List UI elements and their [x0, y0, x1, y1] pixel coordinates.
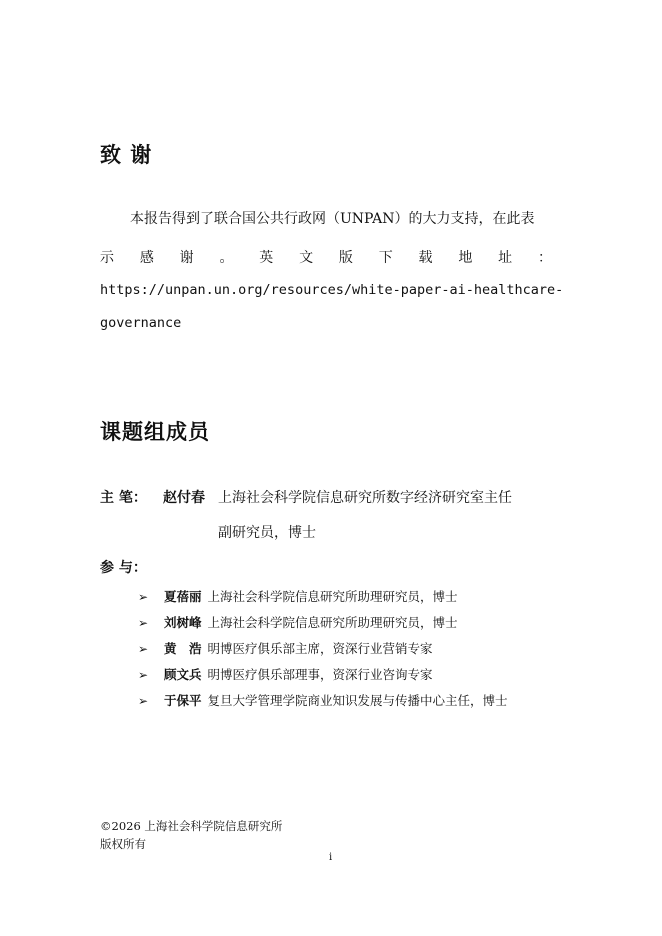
member-desc: 明博医疗俱乐部主席，资深行业营销专家: [207, 641, 433, 656]
arrow-bullet-icon: ➢: [138, 616, 149, 630]
member-name: 夏蓓丽: [164, 589, 202, 604]
lead-name: 赵付春: [163, 490, 205, 506]
rights-reserved: 版权所有: [100, 837, 146, 851]
member-desc: 明博医疗俱乐部理事，资深行业咨询专家: [207, 667, 433, 682]
ack-text-line2: [100, 247, 552, 267]
ack-char: 。: [219, 250, 234, 266]
ack-text-line1: 本报告得到了联合国公共行政网（UNPAN）的大力支持，在此表: [130, 211, 535, 227]
member-item: [138, 613, 458, 631]
member-item: [138, 665, 433, 683]
arrow-bullet-icon: ➢: [138, 642, 149, 656]
lead-desc-line1: 上海社会科学院信息研究所数字经济研究室主任: [218, 490, 512, 506]
ack-char: 谢: [179, 250, 194, 266]
lead-label: 主 笔：: [100, 490, 147, 506]
member-item: [138, 691, 508, 709]
ack-char: 地: [458, 250, 473, 266]
ack-char: 英: [259, 250, 274, 266]
download-url-line2[interactable]: governance: [100, 315, 182, 331]
member-name: 顾文兵: [164, 667, 202, 682]
ack-char: 载: [418, 250, 433, 266]
member-desc: 复旦大学管理学院商业知识发展与传播中心主任，博士: [207, 693, 508, 708]
member-name: 刘树峰: [164, 615, 202, 630]
arrow-bullet-icon: ➢: [138, 694, 149, 708]
acknowledgement-title: 致 谢: [100, 143, 153, 167]
arrow-bullet-icon: ➢: [138, 668, 149, 682]
member-desc: 上海社会科学院信息研究所助理研究员，博士: [207, 615, 458, 630]
ack-char: 感: [139, 250, 154, 266]
member-desc: 上海社会科学院信息研究所助理研究员，博士: [207, 589, 458, 604]
ack-char: 版: [338, 250, 353, 266]
ack-char: 示: [100, 250, 114, 266]
copyright: ©2026 上海社会科学院信息研究所: [100, 819, 283, 833]
page-number: i: [329, 852, 333, 863]
ack-char: ：: [537, 250, 552, 266]
ack-char: 址: [498, 250, 513, 266]
team-title: 课题组成员: [100, 420, 210, 444]
ack-char: 文: [299, 250, 314, 266]
member-name: 黄 浩: [164, 641, 202, 656]
download-url-line1[interactable]: https://unpan.un.org/resources/white-paper-ai-healthcare-: [100, 282, 564, 298]
ack-char: 下: [378, 250, 393, 266]
member-name: 于保平: [164, 693, 202, 708]
lead-desc-line2: 副研究员，博士: [218, 525, 316, 541]
arrow-bullet-icon: ➢: [138, 590, 149, 604]
member-item: [138, 587, 458, 605]
member-item: [138, 639, 433, 657]
participants-label: 参 与：: [100, 560, 147, 576]
